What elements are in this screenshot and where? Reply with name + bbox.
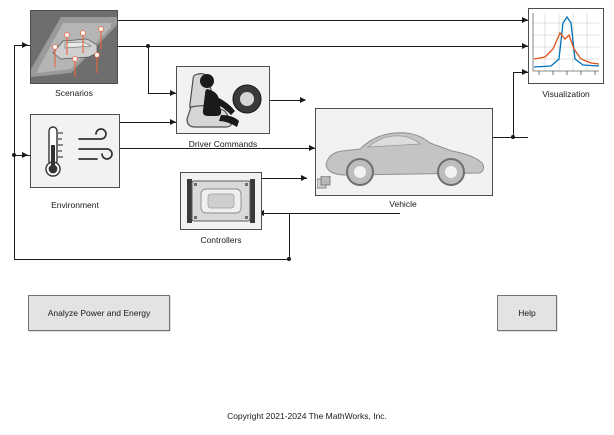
arrow-environment-in: [22, 152, 28, 158]
wire-vehicle-to-visualization-h: [492, 137, 528, 138]
scope-plot-icon: [529, 9, 603, 83]
junction-vehicle-out: [511, 135, 515, 139]
block-visualization[interactable]: [528, 8, 604, 84]
wire-feedback-to-controllers-h: [262, 213, 289, 214]
thermometer-wind-icon: [31, 115, 119, 187]
block-vehicle-label: Vehicle: [389, 199, 417, 209]
wire-vehicle-bottom-h: [289, 213, 400, 214]
junction-feedback-environment: [12, 153, 16, 157]
controller-ecu-icon: [181, 173, 261, 229]
copyright-text: Copyright 2021-2024 The MathWorks, Inc.: [227, 411, 387, 421]
scenario-road-car-image: [31, 11, 117, 83]
block-controllers-label: Controllers: [200, 235, 242, 245]
wire-vehicle-to-visualization-v: [513, 72, 514, 137]
block-visualization-label: Visualization: [542, 89, 590, 99]
block-controllers[interactable]: [180, 172, 262, 230]
wire-scenarios-to-visualization-1: [118, 20, 528, 21]
wire-feedback-left-v: [14, 45, 15, 259]
block-scenarios[interactable]: [30, 10, 118, 84]
arrow-scenarios-in: [22, 42, 28, 48]
block-driver-commands-label: Driver Commands: [188, 139, 258, 149]
help-button[interactable]: Help: [497, 295, 557, 331]
arrow-vehicle-in-2: [301, 175, 307, 181]
junction-feedback-mid: [287, 257, 291, 261]
junction-scenarios-branch: [146, 44, 150, 48]
wire-scenarios-to-driver-v: [148, 46, 149, 93]
wire-scenarios-to-driver-h: [118, 46, 148, 47]
analyze-power-and-energy-button[interactable]: Analyze Power and Energy: [28, 295, 170, 331]
car-side-silhouette-icon: [316, 109, 492, 195]
wire-feedback-bottom: [14, 259, 289, 260]
vehicle-input-port-marker: [317, 176, 331, 190]
wire-environment-to-driver: [120, 122, 176, 123]
wire-scenarios-to-visualization-2: [118, 46, 528, 47]
block-vehicle[interactable]: [315, 108, 493, 196]
block-environment[interactable]: [30, 114, 120, 188]
wire-vehicle-bottom-v: [289, 213, 290, 259]
block-environment-label: Environment: [51, 200, 99, 210]
block-driver-commands[interactable]: [176, 66, 270, 134]
port-stack-icon: [317, 176, 331, 190]
block-scenarios-label: Scenarios: [55, 88, 93, 98]
driver-in-seat-icon: [177, 67, 269, 133]
arrow-vehicle-in-top: [300, 97, 306, 103]
